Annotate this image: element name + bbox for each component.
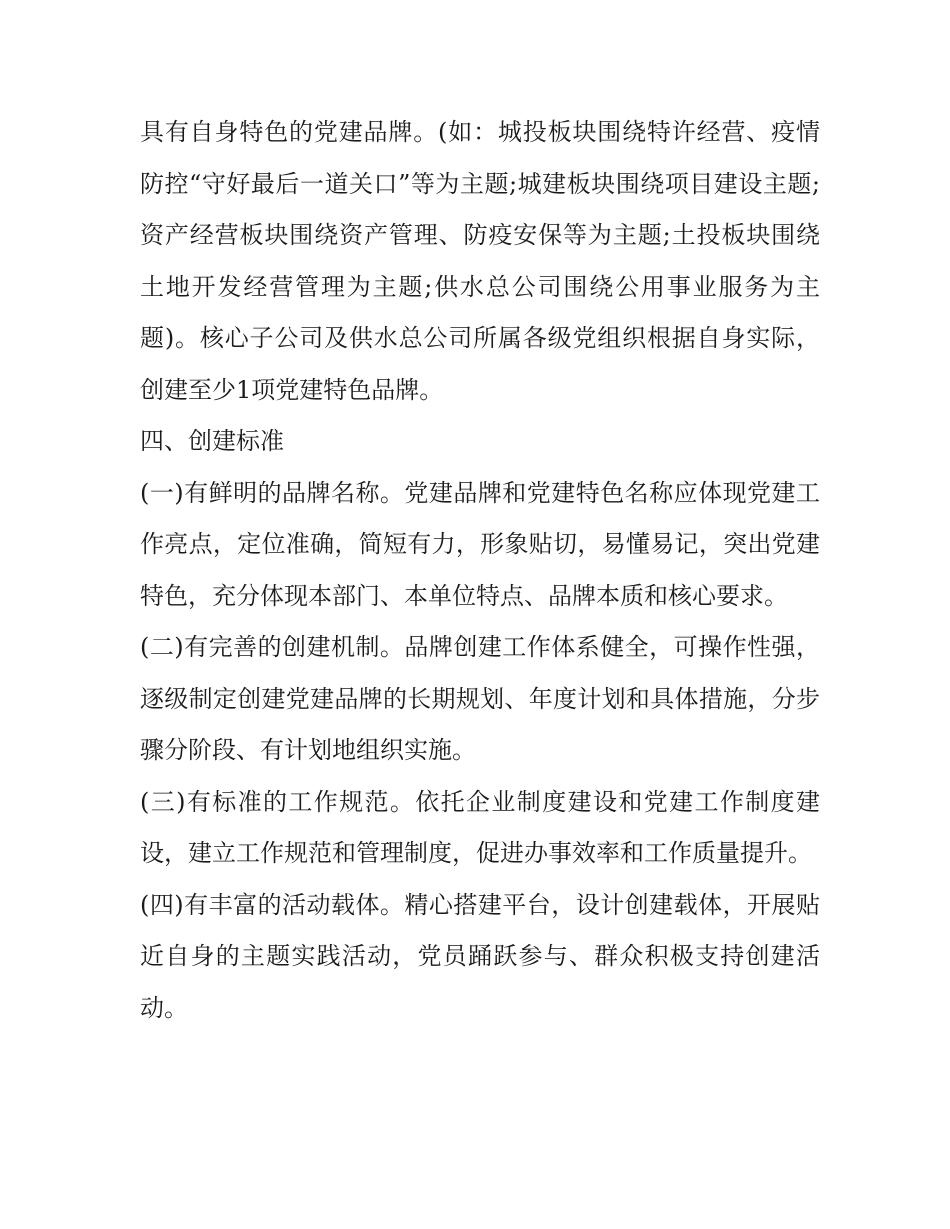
section-heading-standards: 四、创建标准 bbox=[140, 427, 284, 455]
paragraph-standard-3: (三)有标准的工作规范。依托企业制度建设和党建工作制度建设，建立工作规范和管理制度，促进办事效率和工作质量提升。 bbox=[140, 787, 820, 867]
document-body bbox=[140, 107, 820, 1034]
paragraph-standard-1: (一)有鲜明的品牌名称。党建品牌和党建特色名称应体现党建工作亮点，定位准确，简短有力，形象贴切，易懂易记，突出党建特色，充分体现本部门、本单位特点、品牌本质和核心要求。 bbox=[140, 478, 820, 610]
paragraph-brand-intro: 具有自身特色的党建品牌。(如：城投板块围绕特许经营、疫情防控“守好最后一道关口”等为主题;城建板块围绕项目建设主题;资产经营板块围绕资产管理、防疫安保等为主题;土投板块围绕土地开发经营管理为主题;供水总公司围绕公用事业服务为主题)。核心子公司及供水总公司所属各级党组织根据自身实际，创建至少1项党建特色品牌。 bbox=[140, 118, 820, 404]
paragraph-standard-4: (四)有丰富的活动载体。精心搭建平台，设计创建载体，开展贴近自身的主题实践活动，党员踊跃参与、群众积极支持创建活动。 bbox=[140, 890, 820, 1022]
paragraph-standard-2: (二)有完善的创建机制。品牌创建工作体系健全，可操作性强，逐级制定创建党建品牌的长期规划、年度计划和具体措施，分步骤分阶段、有计划地组织实施。 bbox=[140, 633, 820, 764]
